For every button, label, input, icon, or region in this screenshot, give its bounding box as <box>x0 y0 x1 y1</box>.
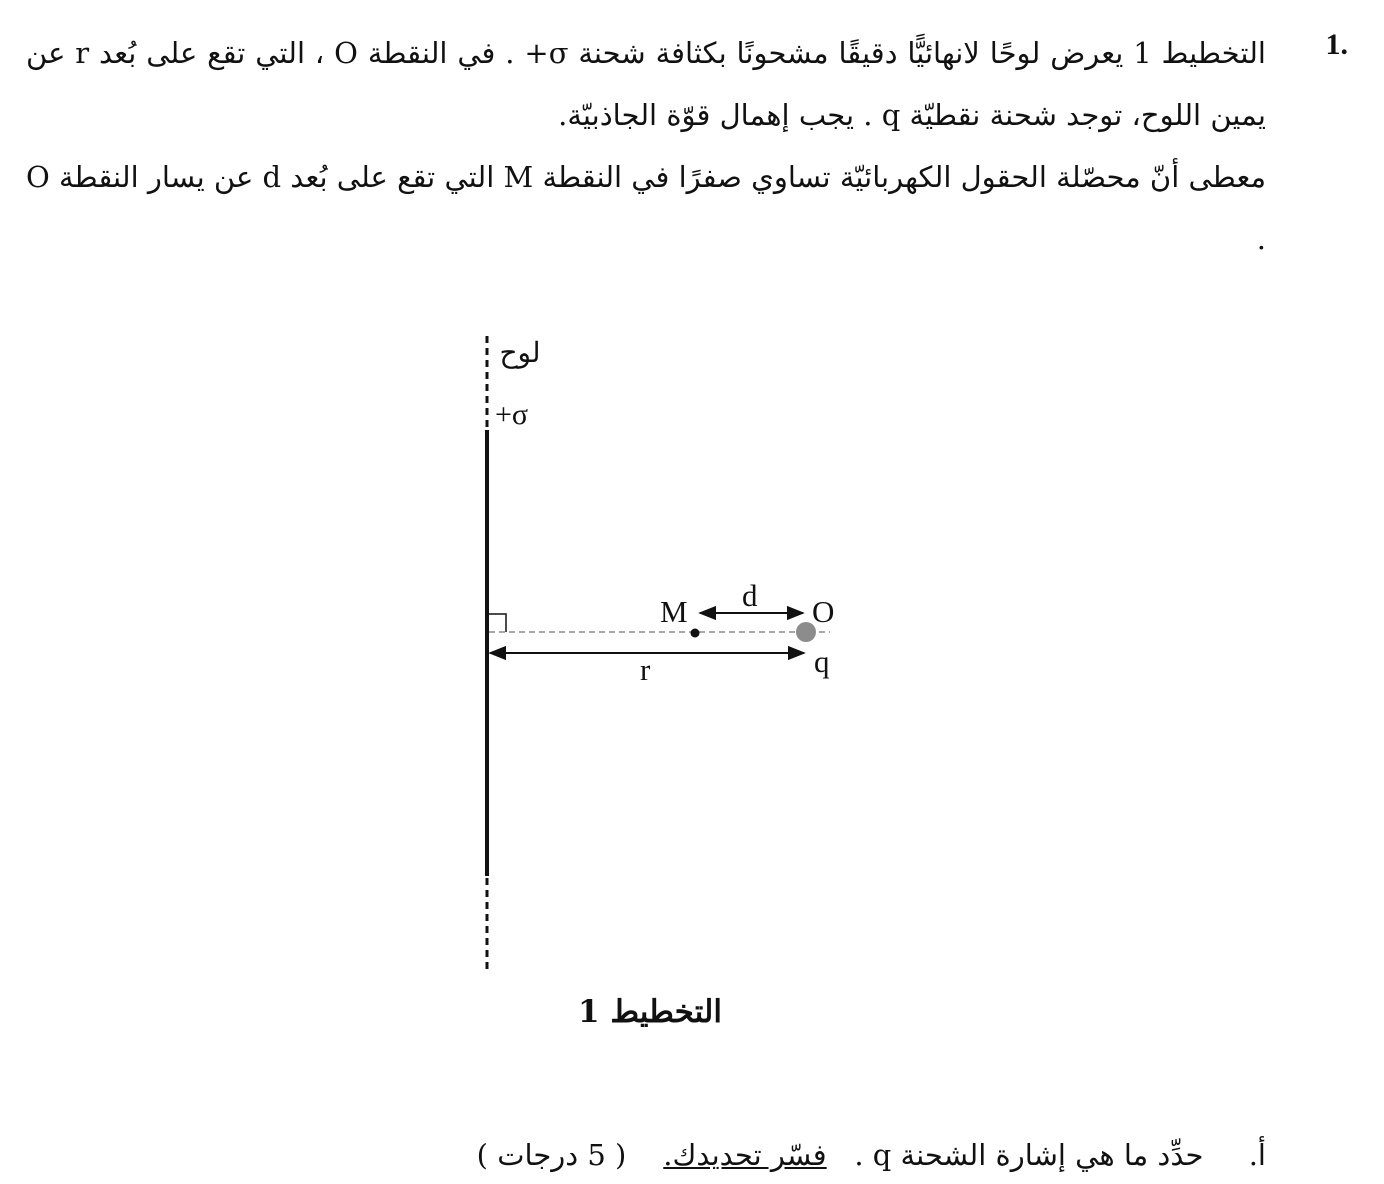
question-number: 1. <box>1325 28 1348 61</box>
plate-label: لوح <box>499 336 541 369</box>
point-o-label: O <box>812 594 835 629</box>
question-paragraph-2: معطى أنّ محصّلة الحقول الكهربائيّة تساوي صفرًا في النقطة M التي تقع على بُعد d عن يسار النقطة O . <box>26 160 1266 256</box>
sub-question-a <box>266 1130 1266 1180</box>
point-m-label: M <box>660 594 688 629</box>
sub-question-points: ( 5 درجات ) <box>476 1138 627 1172</box>
sub-question-label: أ. <box>1248 1138 1266 1172</box>
right-angle-marker <box>489 614 506 632</box>
charge-density-label: +σ <box>495 398 529 431</box>
distance-d-label: d <box>742 578 758 613</box>
distance-r-label: r <box>640 652 651 687</box>
question-paragraph-1: التخطيط 1 يعرض لوحًا لانهائيًّا دقيقًا مشحونًا بكثافة شحنة σ+ . في النقطة O ، التي تقع على بُعد r عن يمين اللوح، توجد شحنة نقطيّة q . يجب إهمال قوّة الجاذبيّة. <box>26 36 1266 132</box>
point-m-dot <box>691 629 700 638</box>
charge-q-label: q <box>814 644 830 679</box>
diagram-caption: التخطيط 1 <box>577 994 722 1030</box>
sub-question-explain: فسّر تحديدك. <box>663 1138 827 1172</box>
sub-question-text: حدِّد ما هي إشارة الشحنة q . <box>854 1138 1204 1172</box>
